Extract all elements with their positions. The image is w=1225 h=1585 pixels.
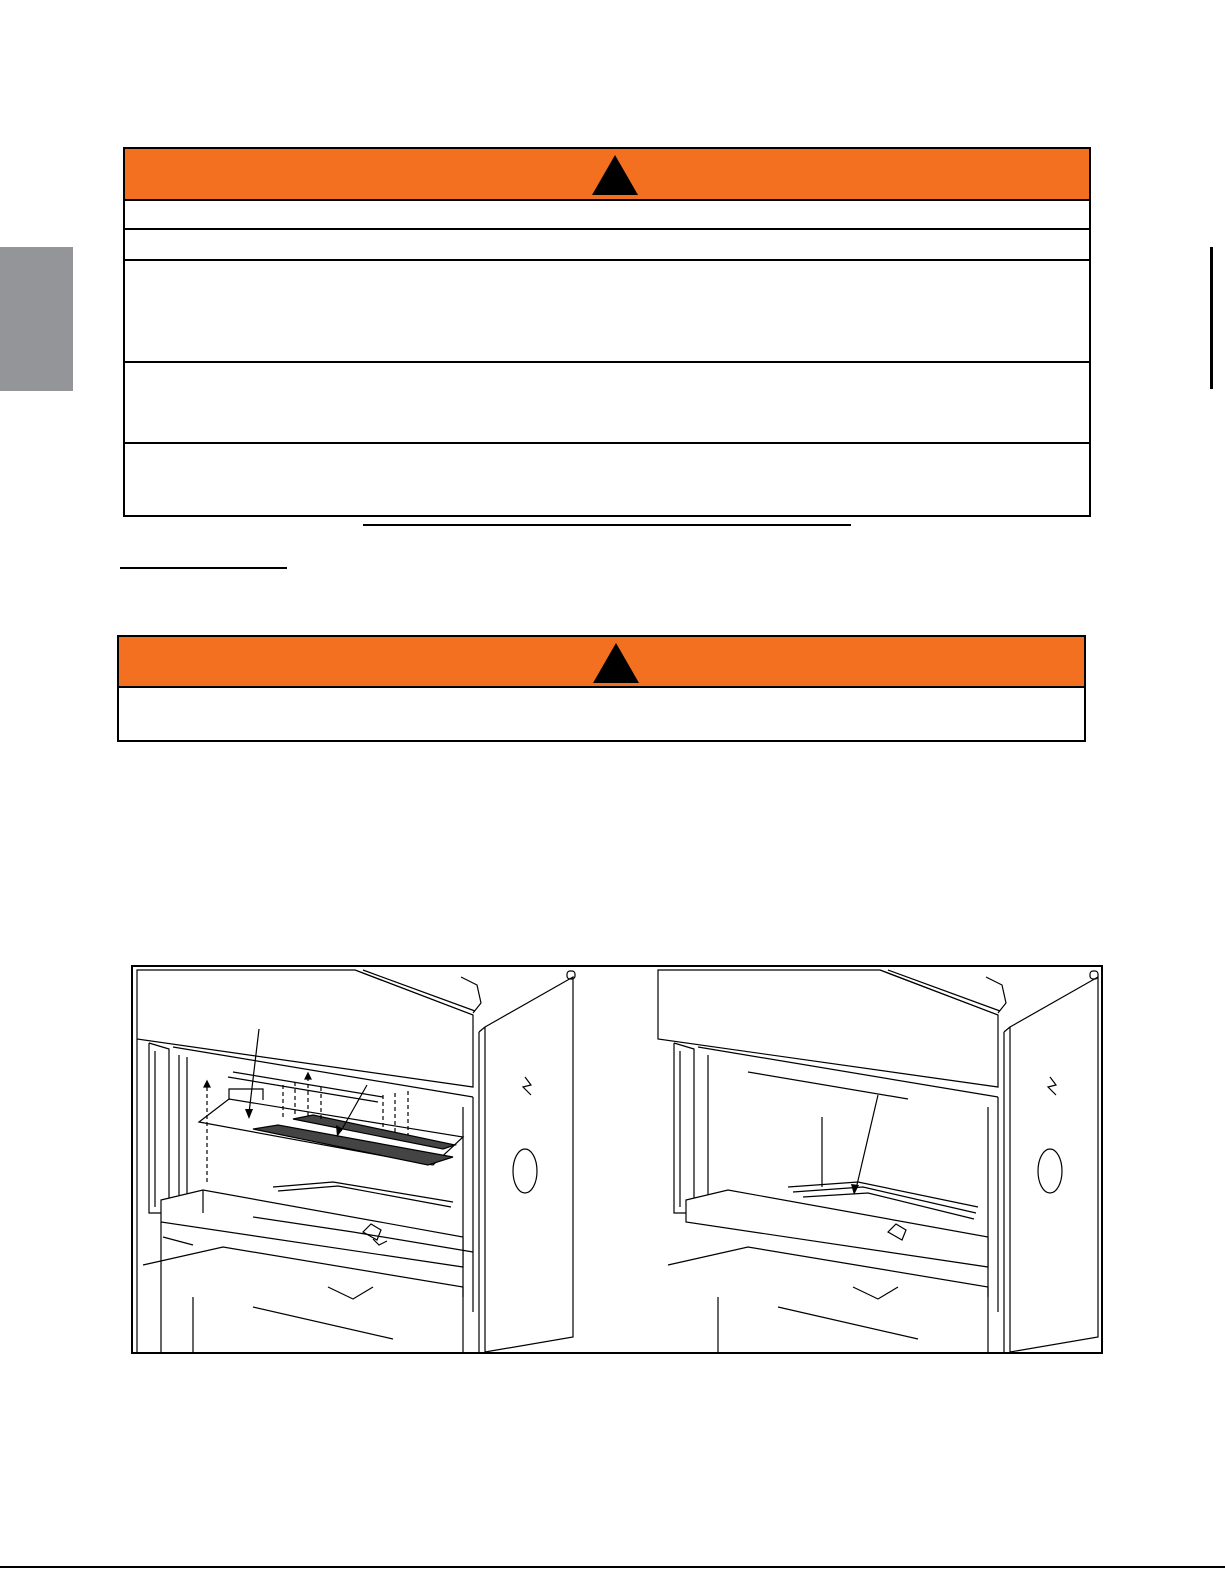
warning-triangle-icon: [591, 641, 641, 685]
fireplace-illustration: [133, 967, 1101, 1352]
warning-header-bar: [119, 637, 1084, 688]
warning-row-1: [125, 201, 1089, 230]
section-heading-underline: [120, 567, 287, 569]
warning-box-1: [123, 147, 1091, 517]
warning-box-2: [117, 635, 1086, 742]
footer-rule: [0, 1566, 1225, 1568]
section-tab: [0, 247, 73, 391]
underline-rule: [363, 524, 851, 526]
warning-row-2: [125, 230, 1089, 261]
warning-row-4: [125, 363, 1089, 444]
warning-triangle-icon: [590, 153, 640, 197]
right-fireplace-drawing: [658, 970, 1098, 1352]
left-fireplace-drawing: [137, 970, 575, 1352]
margin-rule: [1210, 247, 1213, 389]
warning-body: [119, 688, 1084, 740]
figure-frame: [131, 965, 1103, 1354]
warning-row-3: [125, 261, 1089, 363]
warning-header-bar: [125, 149, 1089, 201]
